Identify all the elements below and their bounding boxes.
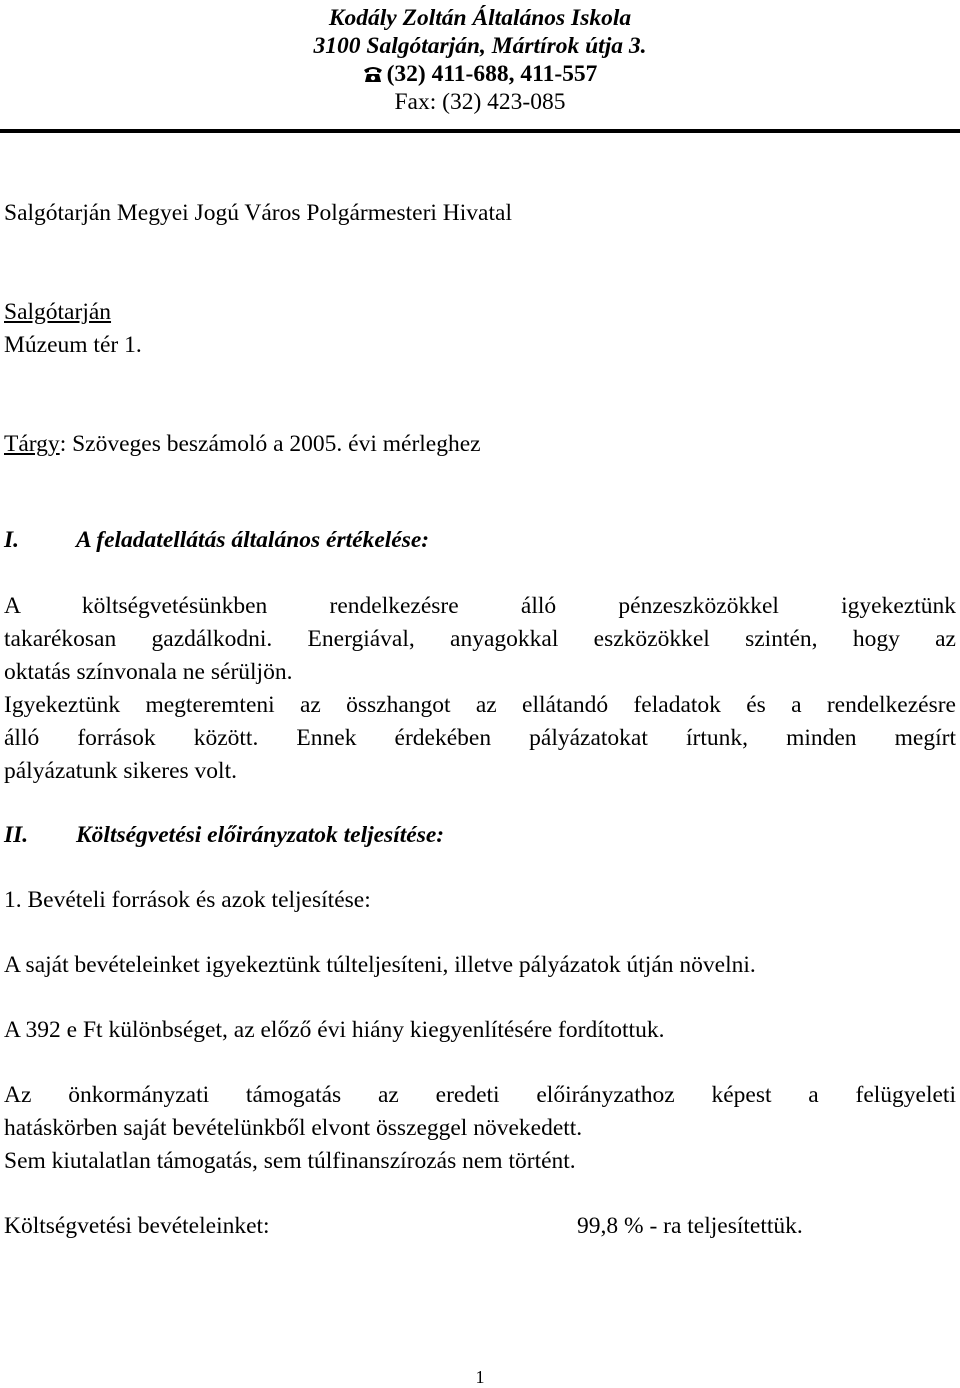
section2-paragraph-2: A 392 e Ft különbséget, az előző évi hiány kiegyenlítésére fordítottuk. <box>4 1017 665 1043</box>
telephone-icon <box>363 60 383 88</box>
section1-line: takarékosan gazdálkodni. Energiával, anyagokkal eszközökkel szintén, hogy az <box>4 626 956 652</box>
section1-line: álló források között. Ennek érdekében pályázatokat írtunk, minden megírt <box>4 725 956 751</box>
summary-value: 99,8 % - ra teljesítettük. <box>577 1213 803 1239</box>
section1-number: I. <box>4 527 20 553</box>
section1-line: oktatás színvonala ne sérüljön. <box>4 659 293 685</box>
summary-row <box>4 1210 956 1243</box>
letterhead-divider <box>0 129 960 133</box>
phone-line <box>0 60 960 88</box>
section1-heading <box>4 524 956 557</box>
section2-line: Az önkormányzati támogatás az eredeti előirányzathoz képest a felügyeleti <box>4 1082 956 1108</box>
section2-paragraph-1: A saját bevételeinket igyekeztünk túlteljesíteni, illetve pályázatok útján növelni. <box>4 952 756 978</box>
school-address: 3100 Salgótarján, Mártírok útja 3. <box>313 33 647 59</box>
section2-heading <box>4 819 956 852</box>
recipient-street: Múzeum tér 1. <box>4 332 142 358</box>
subject-label: Tárgy <box>4 431 60 457</box>
section2-number: II. <box>4 822 29 848</box>
section2-line: Sem kiutalatlan támogatás, sem túlfinanszírozás nem történt. <box>4 1148 576 1174</box>
school-name: Kodály Zoltán Általános Iskola <box>328 5 632 31</box>
section2-subheading: 1. Bevételi források és azok teljesítése: <box>4 887 371 913</box>
section2-title: Költségvetési előirányzatok teljesítése: <box>76 822 445 848</box>
subject-line <box>4 428 956 461</box>
page-number: 1 <box>475 1367 485 1387</box>
section1-body <box>4 590 956 788</box>
recipient-city: Salgótarján <box>4 299 112 325</box>
section1-line: pályázatunk sikeres volt. <box>4 758 237 784</box>
subject-text: : Szöveges beszámoló a 2005. évi mérleghez <box>59 431 481 457</box>
phone-numbers: (32) 411-688, 411-557 <box>386 61 598 87</box>
section2-line: hatáskörben saját bevételünkből elvont összeggel növekedett. <box>4 1115 583 1141</box>
section2-paragraph-3 <box>4 1079 956 1178</box>
recipient-office: Salgótarján Megyei Jogú Város Polgármesteri Hivatal <box>4 200 512 226</box>
section1-title: A feladatellátás általános értékelése: <box>76 527 430 553</box>
section1-line: A költségvetésünkben rendelkezésre álló pénzeszközökkel igyekeztünk <box>4 593 956 619</box>
fax-line: Fax: (32) 423-085 <box>394 89 566 115</box>
letterhead <box>0 4 960 116</box>
summary-label: Költségvetési bevételeinket: <box>4 1213 270 1239</box>
section1-line: Igyekeztünk megteremteni az összhangot az ellátandó feladatok és a rendelkezésre <box>4 692 956 718</box>
